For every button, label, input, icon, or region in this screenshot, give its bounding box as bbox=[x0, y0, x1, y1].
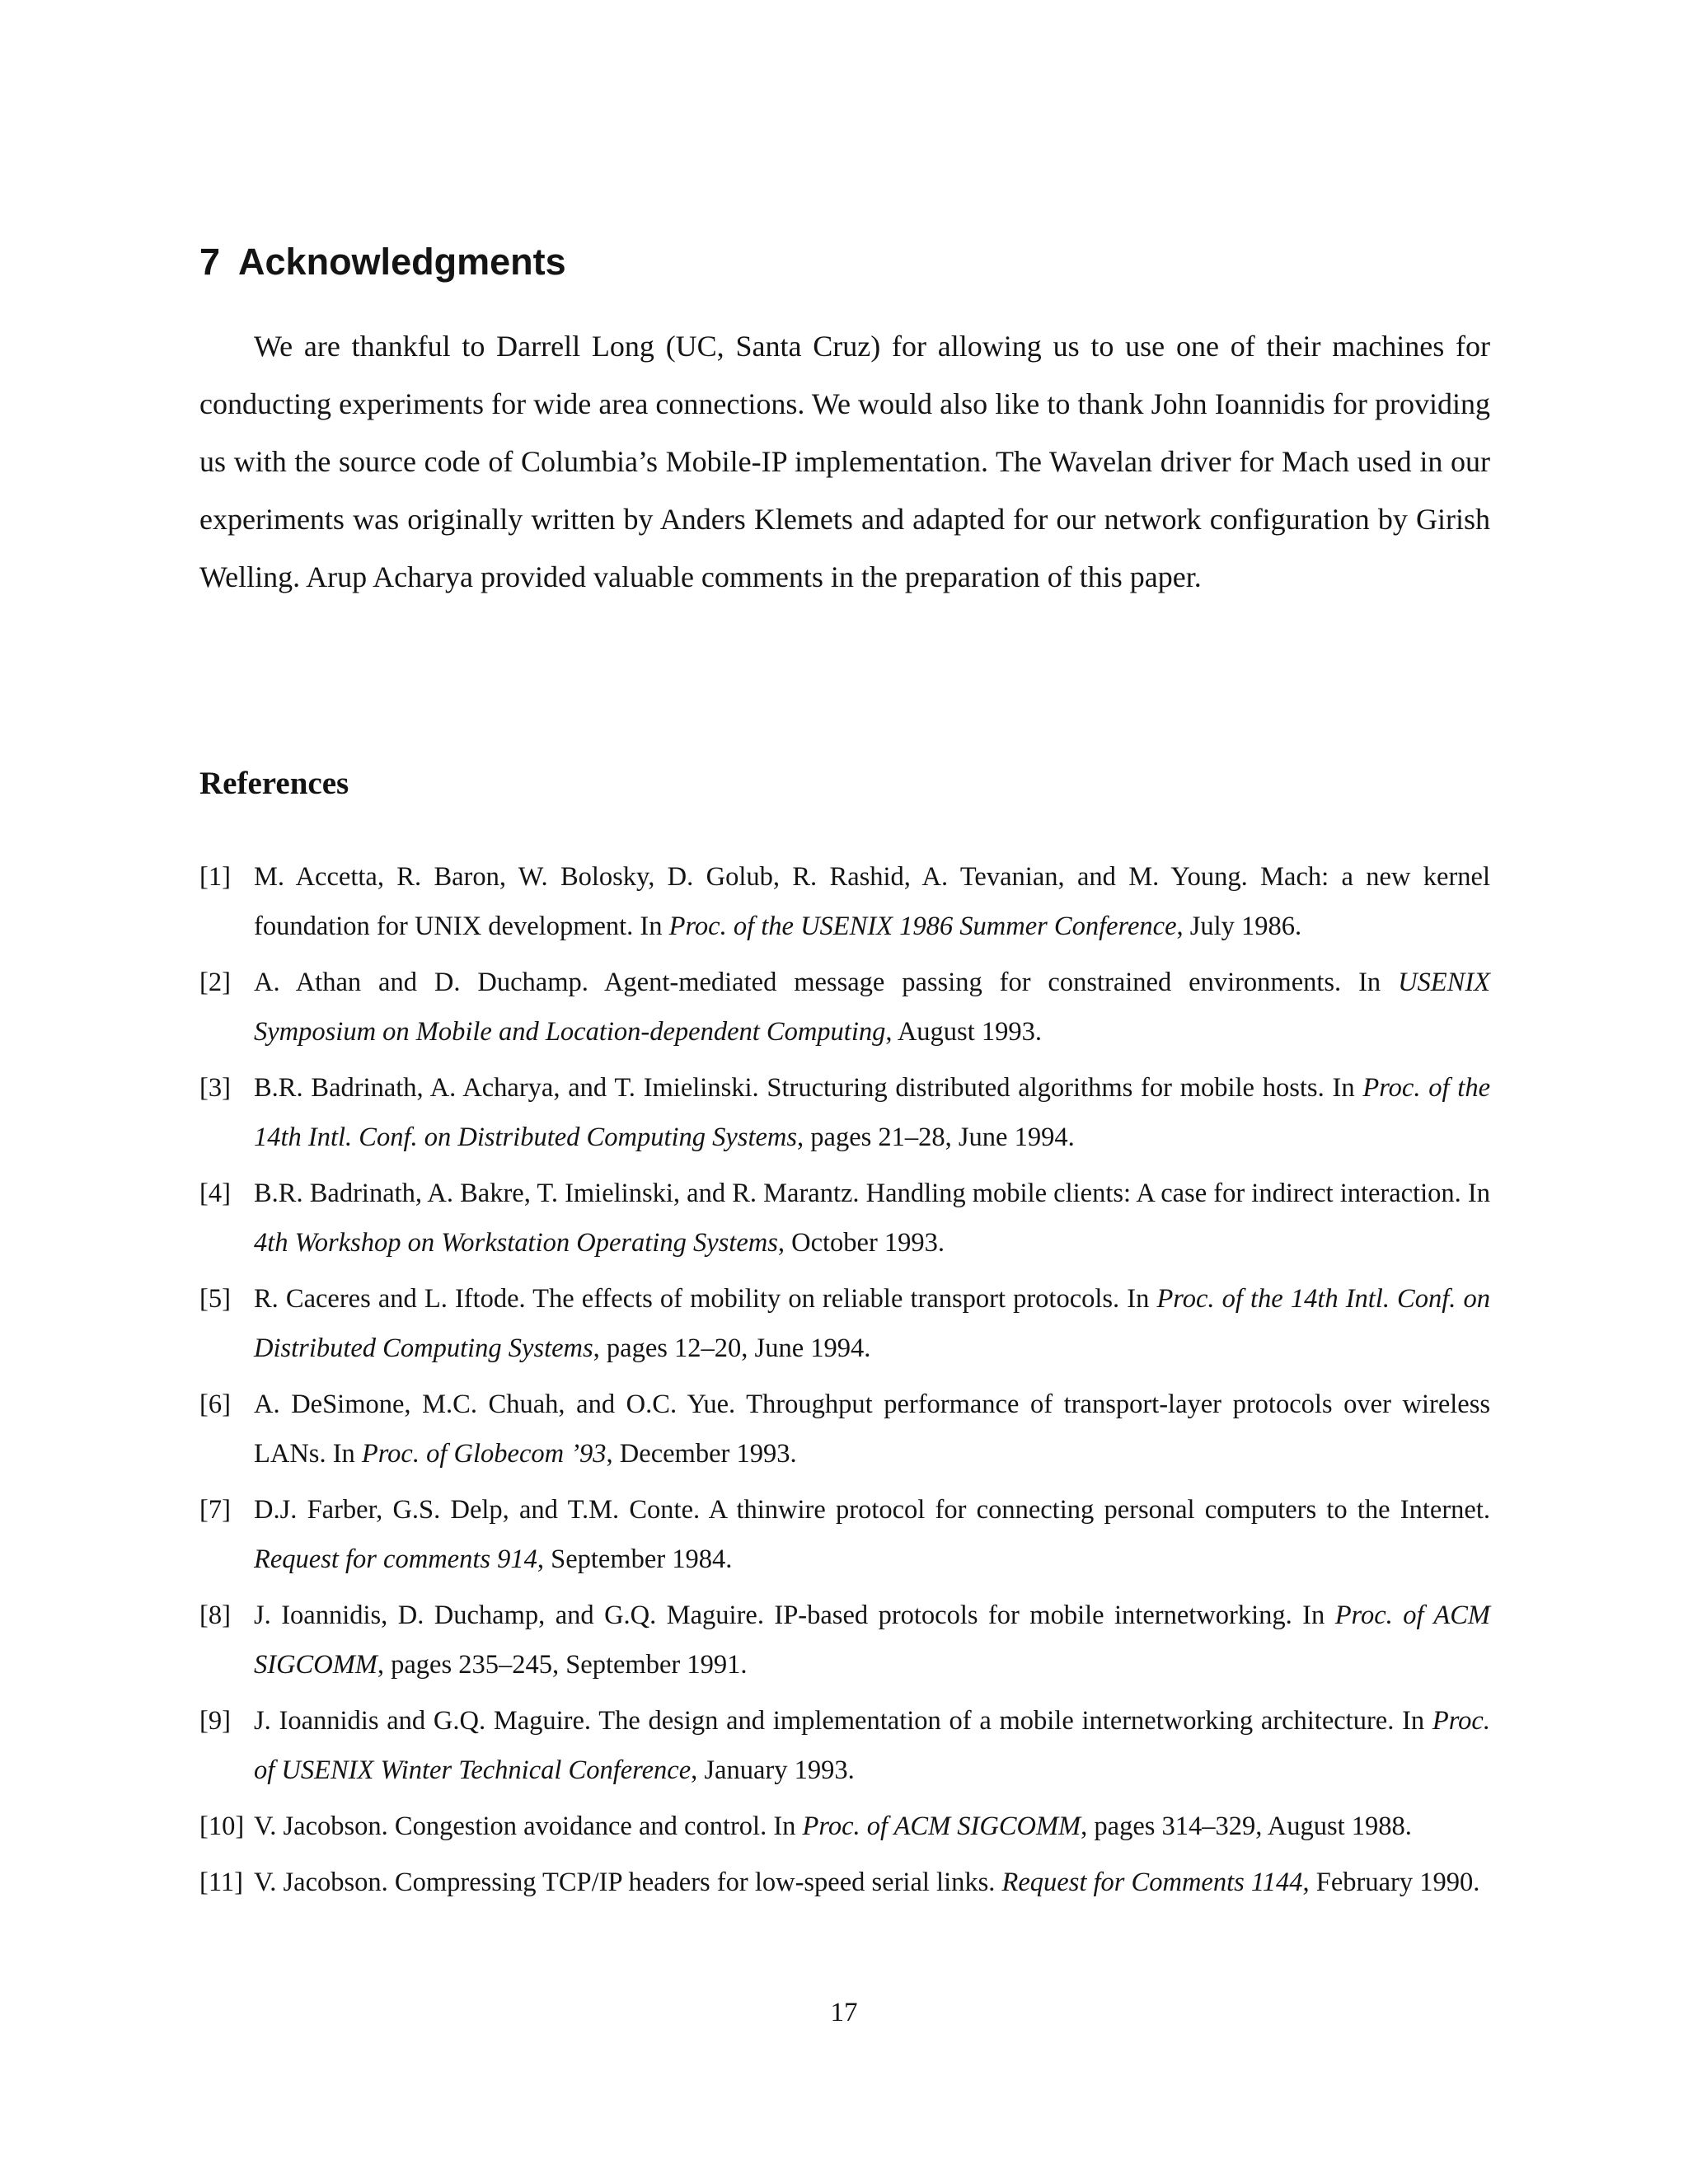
reference-item bbox=[199, 1858, 1490, 1907]
reference-text: A. DeSimone, M.C. Chuah, and O.C. Yue. Throughput performance of transport-layer protocols over wireless LANs. In bbox=[254, 1390, 1490, 1469]
section-number: 7 bbox=[199, 241, 221, 283]
reference-item bbox=[199, 1380, 1490, 1479]
reference-text: D.J. Farber, G.S. Delp, and T.M. Conte. A thinwire protocol for connecting personal computers to the Internet. bbox=[254, 1495, 1490, 1525]
reference-number: [7] bbox=[199, 1495, 231, 1525]
reference-venue: Proc. of the 14th Intl. Conf. on Distributed Computing Systems bbox=[254, 1284, 1490, 1363]
reference-item bbox=[199, 1274, 1490, 1373]
reference-details: , July 1986. bbox=[1176, 912, 1302, 941]
reference-details: , pages 21–28, June 1994. bbox=[797, 1122, 1075, 1152]
reference-venue: USENIX Symposium on Mobile and Location-dependent Computing bbox=[254, 968, 1490, 1047]
reference-text: R. Caceres and L. Iftode. The effects of mobility on reliable transport protocols. In bbox=[254, 1284, 1157, 1314]
reference-venue: Proc. of the USENIX 1986 Summer Conference bbox=[668, 912, 1177, 941]
references-heading: References bbox=[199, 766, 349, 801]
reference-details: , September 1984. bbox=[537, 1544, 733, 1574]
section-title: Acknowledgments bbox=[238, 241, 566, 283]
reference-item bbox=[199, 852, 1490, 951]
reference-text: J. Ioannidis, D. Duchamp, and G.Q. Maguire. IP-based protocols for mobile internetworking. In bbox=[254, 1601, 1335, 1630]
reference-number: [11] bbox=[199, 1868, 243, 1897]
reference-item bbox=[199, 1063, 1490, 1162]
reference-item bbox=[199, 958, 1490, 1057]
reference-number: [5] bbox=[199, 1284, 231, 1314]
acknowledgments-paragraph: We are thankful to Darrell Long (UC, Santa Cruz) for allowing us to use one of their machines for conducting experiments for wide area connections. We would also like to thank John Ioannidis for providing us with the source code of Columbia’s Mobile-IP implementation. The Wavelan driver for Mach used in our experiments was originally written by Anders Klemets and adapted for our network configuration by Girish Welling. Arup Acharya provided valuable comments in the preparation of this paper. bbox=[199, 330, 1490, 593]
reference-text: J. Ioannidis and G.Q. Maguire. The design and implementation of a mobile internetworking architecture. In bbox=[254, 1706, 1432, 1736]
reference-number: [8] bbox=[199, 1601, 231, 1630]
reference-venue: Proc. of ACM SIGCOMM bbox=[254, 1601, 1490, 1680]
reference-item bbox=[199, 1169, 1490, 1268]
reference-text: M. Accetta, R. Baron, W. Bolosky, D. Golub, R. Rashid, A. Tevanian, and M. Young. Mach: a new kernel foundation for UNIX development. In bbox=[254, 862, 1490, 941]
reference-details: , pages 12–20, June 1994. bbox=[593, 1333, 871, 1363]
reference-number: [10] bbox=[199, 1811, 245, 1841]
reference-text: A. Athan and D. Duchamp. Agent-mediated message passing for constrained environments. In bbox=[254, 968, 1399, 997]
reference-item bbox=[199, 1696, 1490, 1795]
reference-text: V. Jacobson. Compressing TCP/IP headers for low-speed serial links. bbox=[254, 1868, 1002, 1897]
reference-venue: 4th Workshop on Workstation Operating Systems bbox=[254, 1228, 778, 1258]
reference-venue: Proc. of USENIX Winter Technical Conference bbox=[254, 1706, 1490, 1785]
reference-number: [2] bbox=[199, 968, 231, 997]
reference-details: , pages 314–329, August 1988. bbox=[1081, 1811, 1412, 1841]
reference-details: , January 1993. bbox=[691, 1755, 855, 1785]
reference-details: , December 1993. bbox=[606, 1439, 797, 1469]
reference-number: [9] bbox=[199, 1706, 231, 1736]
reference-venue: Proc. of Globecom ’93 bbox=[361, 1439, 607, 1469]
reference-details: , October 1993. bbox=[777, 1228, 945, 1258]
reference-text: V. Jacobson. Congestion avoidance and control. In bbox=[254, 1811, 803, 1841]
reference-venue: Proc. of ACM SIGCOMM bbox=[802, 1811, 1081, 1841]
reference-item bbox=[199, 1485, 1490, 1584]
reference-venue: Proc. of the 14th Intl. Conf. on Distributed Computing Systems bbox=[254, 1073, 1491, 1152]
reference-venue: Request for Comments 1144 bbox=[1001, 1868, 1303, 1897]
reference-item bbox=[199, 1591, 1490, 1690]
page-number: 17 bbox=[830, 1998, 858, 2027]
reference-venue: Request for comments 914 bbox=[254, 1544, 537, 1574]
reference-details: , pages 235–245, September 1991. bbox=[377, 1650, 748, 1680]
reference-details: , August 1993. bbox=[885, 1017, 1042, 1047]
section-heading bbox=[199, 237, 566, 287]
reference-number: [6] bbox=[199, 1390, 231, 1419]
reference-item bbox=[199, 1802, 1490, 1851]
reference-details: , February 1990. bbox=[1302, 1868, 1480, 1897]
reference-number: [1] bbox=[199, 862, 231, 892]
reference-list bbox=[199, 852, 1490, 1914]
reference-text: B.R. Badrinath, A. Acharya, and T. Imielinski. Structuring distributed algorithms for mobile hosts. In bbox=[254, 1073, 1363, 1103]
reference-number: [3] bbox=[199, 1073, 231, 1103]
reference-number: [4] bbox=[199, 1179, 231, 1208]
reference-text: B.R. Badrinath, A. Bakre, T. Imielinski, and R. Marantz. Handling mobile clients: A case for indirect interaction. In bbox=[254, 1179, 1490, 1208]
